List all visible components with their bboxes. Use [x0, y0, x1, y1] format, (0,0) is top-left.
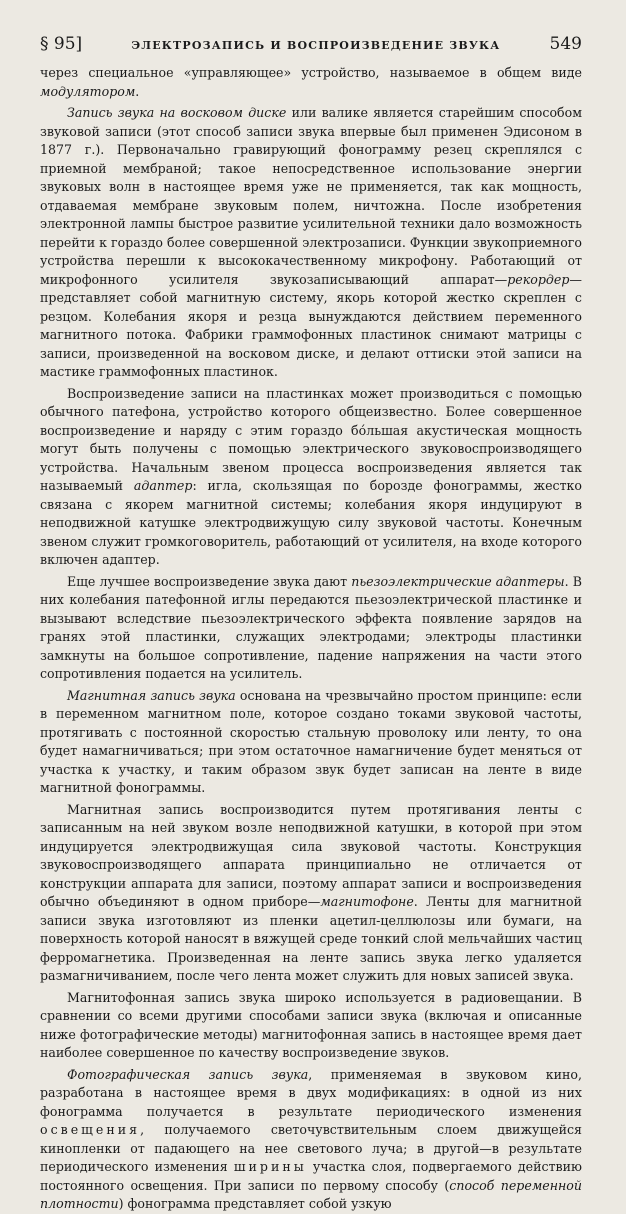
- text-run: Воспроизведение записи на пластинках может производиться с помощью обычного патефона, устройство которого общеизвестно. Более совершенное воспроизведение и наряду с этим гораздо бо́льшая акустическая мощность могут быть получены с помощью электрического звуковоспроизводящего устройства. Начальным звеном процесса воспроизведения является так называемый: [40, 385, 582, 493]
- paragraph: [40, 989, 582, 1063]
- running-title: ЭЛЕКТРОЗАПИСЬ И ВОСПРОИЗВЕДЕНИЕ ЗВУКА: [131, 39, 501, 52]
- text-run: .: [135, 83, 140, 99]
- paragraph: [40, 1066, 582, 1214]
- italic-term: Запись звука на восковом диске: [67, 105, 287, 120]
- italic-term: рекордер: [507, 271, 570, 287]
- paragraph: [40, 64, 582, 101]
- text-run: —представляет собой магнитную систему, якорь которой жестко скреплен с резцом. Колебания якоря и резца вынуждаются действием переменного магнитного потока. Фабрики граммофонных пластинок снимают матрицы с записи, произведенной на восковом диске, и делают оттиски этой записи на мастике граммофонных пластинок.: [40, 271, 582, 379]
- text-run: Еще лучшее воспроизведение звука дают: [67, 573, 352, 589]
- body-text: [40, 64, 582, 1214]
- text-run: Магнитная запись воспроизводится путем протягивания ленты с записанным на ней звуком возле неподвижной катушки, в которой при этом индуцируется электродвижущая сила звуковой частоты. Конструкция звуковоспроизводящего аппарата принципиально не отличается от конструкции аппарата для записи, поэтому аппарат записи и воспроизведения обычно объединяют в одном приборе—: [40, 801, 582, 909]
- text-run: , получаемого светочувствительным слоем движущейся кинопленки от падающего на нее светового луча; в другой—в результате периодического изменения: [40, 1122, 582, 1174]
- paragraph: [40, 687, 582, 798]
- italic-term: модулятором: [40, 83, 136, 99]
- spaced-emphasis: освещения: [40, 1122, 141, 1137]
- page-number: 549: [549, 34, 582, 54]
- text-run: : игла, скользящая по борозде фонограммы, жестко связана с якорем магнитной системы; колебания якоря индуцируют в неподвижной катушке электродвижущую силу звуковой частоты. Конечным звеном служит громкоговоритель, работающий от усилителя, на входе которого включен адаптер.: [40, 478, 582, 567]
- italic-term: пьезоэлектрические адаптеры: [351, 573, 565, 589]
- italic-term: Фотографическая запись звука: [67, 1066, 309, 1082]
- text-run: . В них колебания патефонной иглы передаются пьезоэлектрической пластинке и вызывают вследствие пьезоэлектрического эффекта появление зарядов на гранях этой пластинки, служащих электродами; электроды пластинки замкнуты на большое сопротивление, падение напряжения на части этого сопротивления подается на усилитель.: [40, 573, 582, 681]
- italic-term: адаптер: [133, 478, 193, 493]
- text-run: основана на чрезвычайно простом принципе: если в переменном магнитном поле, которое создано токами звуковой частоты, протягивать с постоянной скоростью стальную проволоку или ленту, то она будет намагничиваться; при этом остаточное намагничение будет меняться от участка к участку, и таким образом звук будет записан на ленте в виде магнитной фонограммы.: [40, 687, 582, 795]
- text-run: , применяемая в звуковом кино, разработана в настоящее время в двух модификациях: в одной из них фонограмма получается в результате периодического изменения: [40, 1066, 582, 1119]
- text-run: ) фонограмма представляет собой узкую: [118, 1196, 392, 1211]
- italic-term: способ переменной плотности: [40, 1177, 582, 1211]
- spaced-emphasis: ширины: [233, 1159, 307, 1174]
- italic-term: Магнитная запись звука: [67, 687, 236, 703]
- paragraph: [40, 801, 582, 986]
- italic-term: магнитофоне: [320, 894, 414, 909]
- text-run: Магнитофонная запись звука широко используется в радиовещании. В сравнении со всеми другими способами записи звука (включая и описанные ниже фотографические методы) магнитофонная запись в настоящее время дает наиболее совершенное по качеству воспроизведение звуков.: [40, 989, 582, 1060]
- paragraph: [40, 104, 582, 382]
- section-number: § 95]: [40, 34, 83, 54]
- text-run: или валике является старейшим способом звуковой записи (этот способ записи звука впервые был применен Эдисоном в 1877 г.). Первоначально гравирующий фонограмму резец скреплялся с приемной мембраной; такое непосредственное использование энергии звуковых волн в настоящее время уже не применяется, так как мощность, отдаваемая мембране звуковым полем, ничтожна. После изобретения электронной лампы быстрое развитие усилительной техники дало возможность перейти к гораздо более совершенной электрозаписи. Функции звукоприемного устройства перешли к высококачественному микрофону. Работающий от микрофонного усилителя звукозаписывающий аппарат—: [40, 105, 582, 287]
- paragraph: [40, 385, 582, 570]
- text-run: . Ленты для магнитной записи звука изготовляют из пленки ацетил-целлюлозы или бумаги, на поверхность которой наносят в вяжущей среде тонкий слой мельчайших частиц ферромагнетика. Произведенная на ленте запись звука легко удаляется размагничиванием, после чего лента может служить для новых записей звука.: [40, 894, 582, 983]
- text-run: участка слоя, подвергаемого действию постоянного освещения. При записи по первому способу (: [40, 1159, 582, 1193]
- paragraph: [40, 573, 582, 684]
- text-run: через специальное «управляющее» устройство, называемое в общем виде: [40, 65, 582, 80]
- running-header: [40, 34, 582, 54]
